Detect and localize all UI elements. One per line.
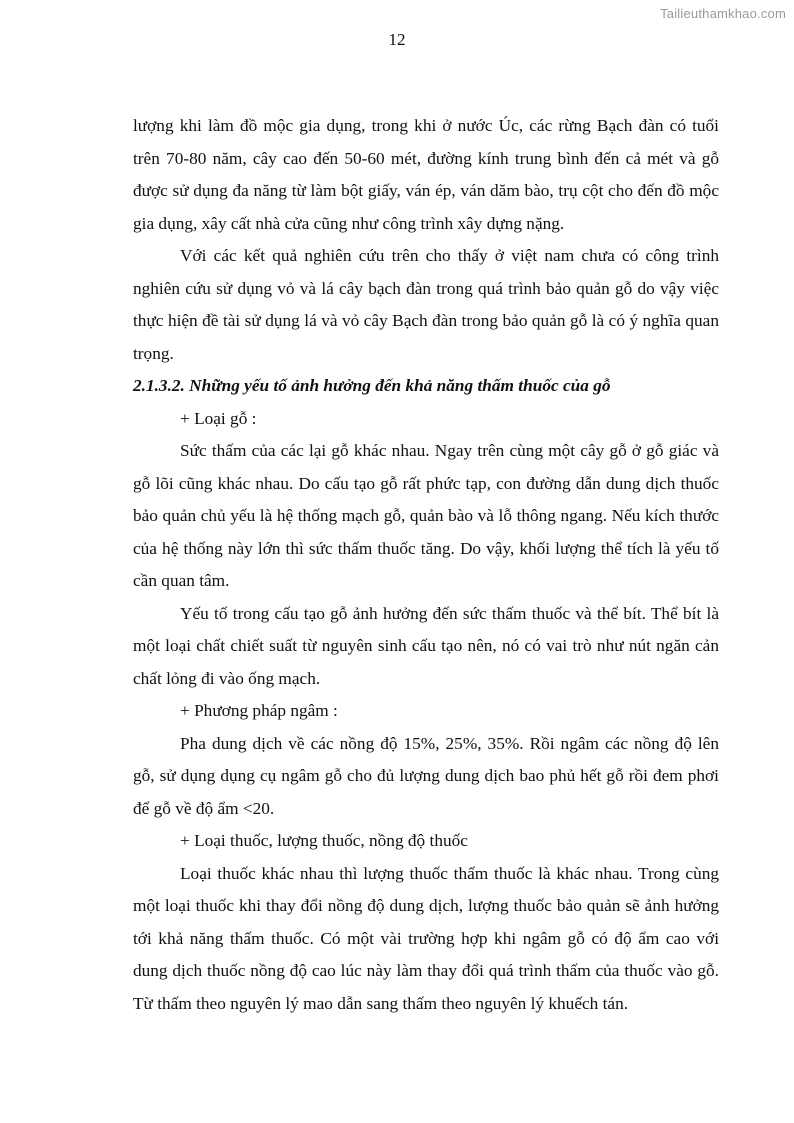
- list-item-soaking-method: + Phương pháp ngâm :: [180, 701, 338, 720]
- list-item-wood-type: + Loại gỗ :: [180, 408, 257, 428]
- page-number: 12: [388, 30, 406, 49]
- paragraph-wood-type: Sức thấm của các lại gỗ khác nhau. Ngay trên cùng một cây gỗ ở gỗ giác và gỗ lõi cũng khác nhau. Do cấu tạo gỗ rất phức tạp, con đường dẫn dung dịch thuốc bảo quản chủ yếu là hệ thống mạch gỗ, quản bào và lỗ thông ngang. Nếu kích thước của hệ thống này lớn thì sức thấm thuốc tăng. Do vậy, khối lượng thể tích là yếu tố cần quan tâm.: [133, 441, 719, 590]
- section-heading: 2.1.3.2. Những yếu tố ảnh hưởng đến khả năng thấm thuốc của gỗ: [133, 376, 611, 395]
- paragraph-soaking-method: Pha dung dịch về các nồng độ 15%, 25%, 35%. Rồi ngâm các nồng độ lên gỗ, sử dụng dụng cụ ngâm gỗ cho đủ lượng dung dịch bao phủ hết gỗ rồi đem phơi để gỗ về độ ẩm <20.: [133, 733, 719, 818]
- paragraph-tylosis: Yếu tố trong cấu tạo gỗ ảnh hưởng đến sức thấm thuốc và thể bít. Thể bít là một loại chất chiết suất từ nguyên sinh cấu tạo nên, nó có vai trò như nút ngăn cản chất lỏng đi vào ống mạch.: [133, 603, 719, 688]
- paragraph-conclusion: Với các kết quả nghiên cứu trên cho thấy ở việt nam chưa có công trình nghiên cứu sử dụng vỏ và lá cây bạch đàn trong quá trình bảo quản gỗ do vậy việc thực hiện đề tài sử dụng lá và vỏ cây Bạch đàn trong bảo quản gỗ là có ý nghĩa quan trọng.: [133, 246, 719, 363]
- paragraph-chemical: Loại thuốc khác nhau thì lượng thuốc thấm thuốc là khác nhau. Trong cùng một loại thuốc khi thay đổi nồng độ dung dịch, lượng thuốc bảo quản sẽ ảnh hưởng tới khả năng thấm thuốc. Có một vài trường hợp khi ngâm gỗ có độ ẩm cao với dung dịch thuốc nồng độ cao lúc này làm thay đổi quá trình thấm của thuốc vào gỗ. Từ thấm theo nguyên lý mao dẫn sang thấm theo nguyên lý khuếch tán.: [133, 863, 719, 1013]
- paragraph-continuation: lượng khi làm đồ mộc gia dụng, trong khi ở nước Úc, các rừng Bạch đàn có tuổi trên 70-80 năm, cây cao đến 50-60 mét, đường kính trung bình đến cả mét và gỗ được sử dụng đa năng từ làm bột giấy, ván ép, ván dăm bào, trụ cột cho đến đồ mộc gia dụng, xây cất nhà cửa cũng như công trình xây dựng nặng.: [133, 116, 719, 233]
- list-item-chemical: + Loại thuốc, lượng thuốc, nồng độ thuốc: [180, 831, 468, 850]
- watermark: Tailieuthamkhao.com: [660, 6, 786, 21]
- document-body: [133, 110, 719, 1020]
